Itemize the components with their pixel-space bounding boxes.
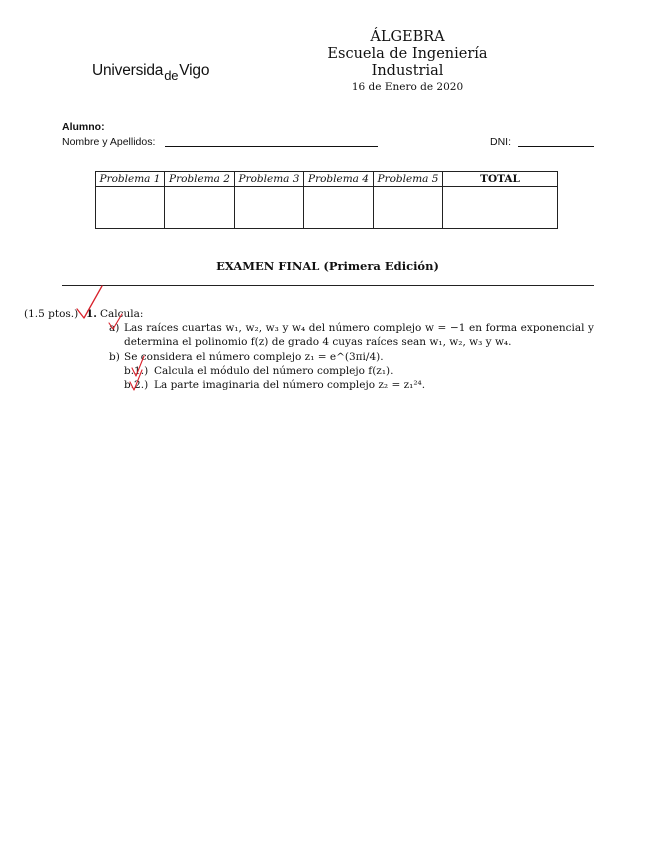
problem-title: Calcula: [100,308,144,320]
grade-cell-problema-5[interactable] [374,187,443,229]
dni-label: DNI: [490,136,511,148]
exam-date: 16 de Enero de 2020 [351,81,464,93]
school-name: Escuela de Ingeniería Industrial [327,46,488,79]
grades-table [95,171,558,229]
grade-cell-total[interactable] [443,187,558,229]
grade-col-problema-1: Problema 1 [96,172,165,187]
divider-rule [62,285,594,286]
grades-score-row [96,187,558,229]
student-heading: Alumno: [62,121,105,133]
subject-title: ÁLGEBRA [370,29,445,45]
part-b-label: b) [109,351,120,363]
part-b-text: Se considera el número complejo z₁ = e^(3πi/4). [124,351,384,363]
part-b1-label: b.1.) [124,365,149,377]
grade-cell-problema-4[interactable] [304,187,374,229]
part-a-text: Las raíces cuartas w₁, w₂, w₃ y w₄ del número complejo w = −1 en forma exponencial y determina el polinomio f(z) de grado 4 cuyas raíces sean w₁, w₂, w₃ y w₄. [124,322,594,348]
dni-field-line[interactable] [518,146,594,147]
grade-col-total: TOTAL [443,172,558,187]
grade-cell-problema-2[interactable] [165,187,235,229]
exam-header [300,29,515,95]
part-b2-label: b.2.) [124,379,149,391]
grade-col-problema-3: Problema 3 [235,172,304,187]
grade-cell-problema-3[interactable] [235,187,304,229]
university-logo [92,62,210,83]
grade-col-problema-2: Problema 2 [165,172,235,187]
part-a-label: a) [109,322,120,334]
logo-text-universidad: Universida [92,62,164,79]
name-field-line[interactable] [165,146,378,147]
part-b1-text: Calcula el módulo del número complejo f(z₁). [154,365,394,377]
grade-col-problema-4: Problema 4 [304,172,374,187]
problem-points: (1.5 ptos.) [24,308,79,320]
name-label: Nombre y Apellidos: [62,136,156,148]
exam-title: EXAMEN FINAL (Primera Edición) [216,259,439,273]
part-b2-text: La parte imaginaria del número complejo z₂ = z₁²⁴. [154,379,426,391]
grade-cell-problema-1[interactable] [96,187,165,229]
logo-text-de: de [164,68,179,83]
grades-header-row [96,172,558,187]
problem-number: 1. [86,308,97,320]
logo-text-vigo: Vigo [179,62,210,79]
grade-col-problema-5: Problema 5 [374,172,443,187]
